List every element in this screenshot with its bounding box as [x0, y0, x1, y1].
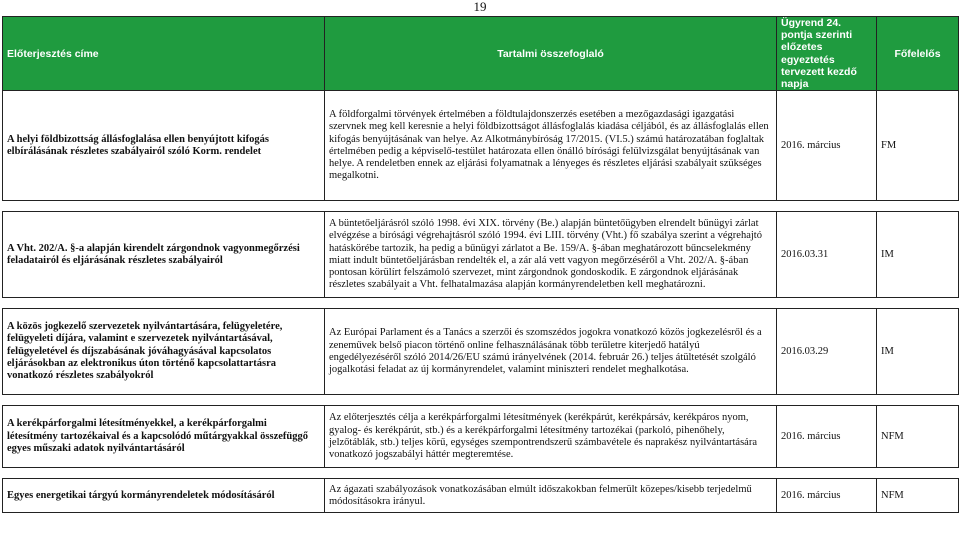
row-summary: A büntetőeljárásról szóló 1998. évi XIX. törvény (Be.) alapján büntetőügyben elrendelt bűnügyi zárlat elvégzése a bírósági végrehajtásról szóló 1994. évi LIII. törvény (Vht.) fő szabálya szerint a végrehajtó hatáskörébe tartozik, ha pedig a bűnügyi zárlatot a Be. 159/A. §-ában meghatározott bűncselekmény miatt indult büntetőeljárásban rendelték el, a zár alá vett vagyon megőrzéséről a Vht. 202/A. §-ában pontosan körülírt felszámoló szervezet, mint zárgondnok gondoskodik. E zárgondnok eljárásának részletes szabályait a Vht. felhatalmazása alapján kormányrendeletben kell meghatározni. [325, 212, 777, 298]
table-row [3, 91, 959, 201]
row-date: 2016.03.31 [777, 212, 877, 298]
table-row [3, 406, 959, 468]
row-date: 2016.03.29 [777, 309, 877, 395]
table-row [3, 309, 959, 395]
row-spacer [3, 298, 959, 309]
header-responsible: Főfelelős [877, 17, 959, 91]
row-title: Egyes energetikai tárgyú kormányrendeletek módosításáról [3, 479, 325, 513]
row-summary: Az Európai Parlament és a Tanács a szerzői és szomszédos jogokra vonatkozó közös jogkezelésről és a zeneművek belső piacon történő online felhasználásának több területre kiterjedő hatályú engedélyezéséről szóló 2014/26/EU számú irányelvének (2014. február 26.) teljes átültetését szolgáló jogalkotási feladat az új kormányrendelet, valamint miniszteri rendelet meghalkotása. [325, 309, 777, 395]
row-date: 2016. március [777, 479, 877, 513]
row-responsible: IM [877, 212, 959, 298]
row-date: 2016. március [777, 91, 877, 201]
row-responsible: NFM [877, 479, 959, 513]
row-summary: Az ágazati szabályozások vonatkozásában elmúlt időszakokban felmerült közepes/kisebb terjedelmű módosításokra irányul. [325, 479, 777, 513]
table-header-row [3, 17, 959, 91]
row-spacer [3, 468, 959, 479]
row-responsible: FM [877, 91, 959, 201]
row-summary: A földforgalmi törvények értelmében a földtulajdonszerzés esetében a mezőgazdasági igazgatási szervnek meg kell keresnie a helyi földbizottságot állásfoglalás kiadása céljából, és az állásfoglalás ellen kifogás benyújtásának van helye. Az Alkotmánybíróság 17/2015. (VI.5.) számú határozatában foglaltak értelmében pedig a képviselő-testület határozata ellen önálló bírósági felülvizsgálat benyújtásának van helye. A rendeletben ennek az eljárási folyamatnak a lényeges és részletes eljárási szabályait szükséges megalkotni. [325, 91, 777, 201]
legislation-schedule-table [2, 16, 959, 513]
row-date: 2016. március [777, 406, 877, 468]
table-row [3, 479, 959, 513]
row-title: A helyi földbizottság állásfoglalása ellen benyújtott kifogás elbírálásának részletes szabályairól szóló Korm. rendelet [3, 91, 325, 201]
row-summary: Az előterjesztés célja a kerékpárforgalmi létesítmények (kerékpárút, kerékpársáv, kerékpáros nyom, gyalog- és kerékpárút, stb.) és a kerékpárforgalmi létesítmény tartozékai (parkoló, pihenőhely, jelzőtáblák, stb.) teljes körű, egységes szempontrendszerű számbavétele és naprakész nyilvántartására vonatkozó jogszabályi háttér megteremtése. [325, 406, 777, 468]
header-summary: Tartalmi összefoglaló [325, 17, 777, 91]
row-title: A kerékpárforgalmi létesítményekkel, a kerékpárforgalmi létesítmény tartozékaival és a kapcsolódó műtárgyakkal összefüggő egyes műszaki adatok nyilvántartásáról [3, 406, 325, 468]
page-number: 19 [473, 0, 487, 14]
header-title: Előterjesztés címe [3, 17, 325, 91]
row-responsible: IM [877, 309, 959, 395]
row-spacer [3, 395, 959, 406]
row-responsible: NFM [877, 406, 959, 468]
row-title: A közös jogkezelő szervezetek nyilvántartására, felügyeletére, felügyeleti díjára, valamint e szervezetek nyilvántartásával, felügyeletével és díjszabásának jóváhagyásával kapcsolatos eljárásokban az elektronikus úton történő kapcsolattartásra vonatkozó részletes szabályokról [3, 309, 325, 395]
table-row [3, 212, 959, 298]
header-schedule: Ügyrend 24. pontja szerinti előzetes egyeztetés tervezett kezdő napja [777, 17, 877, 91]
row-title: A Vht. 202/A. §-a alapján kirendelt zárgondnok vagyonmegőrzési feladatairól és eljárásának részletes szabályairól [3, 212, 325, 298]
row-spacer [3, 201, 959, 212]
